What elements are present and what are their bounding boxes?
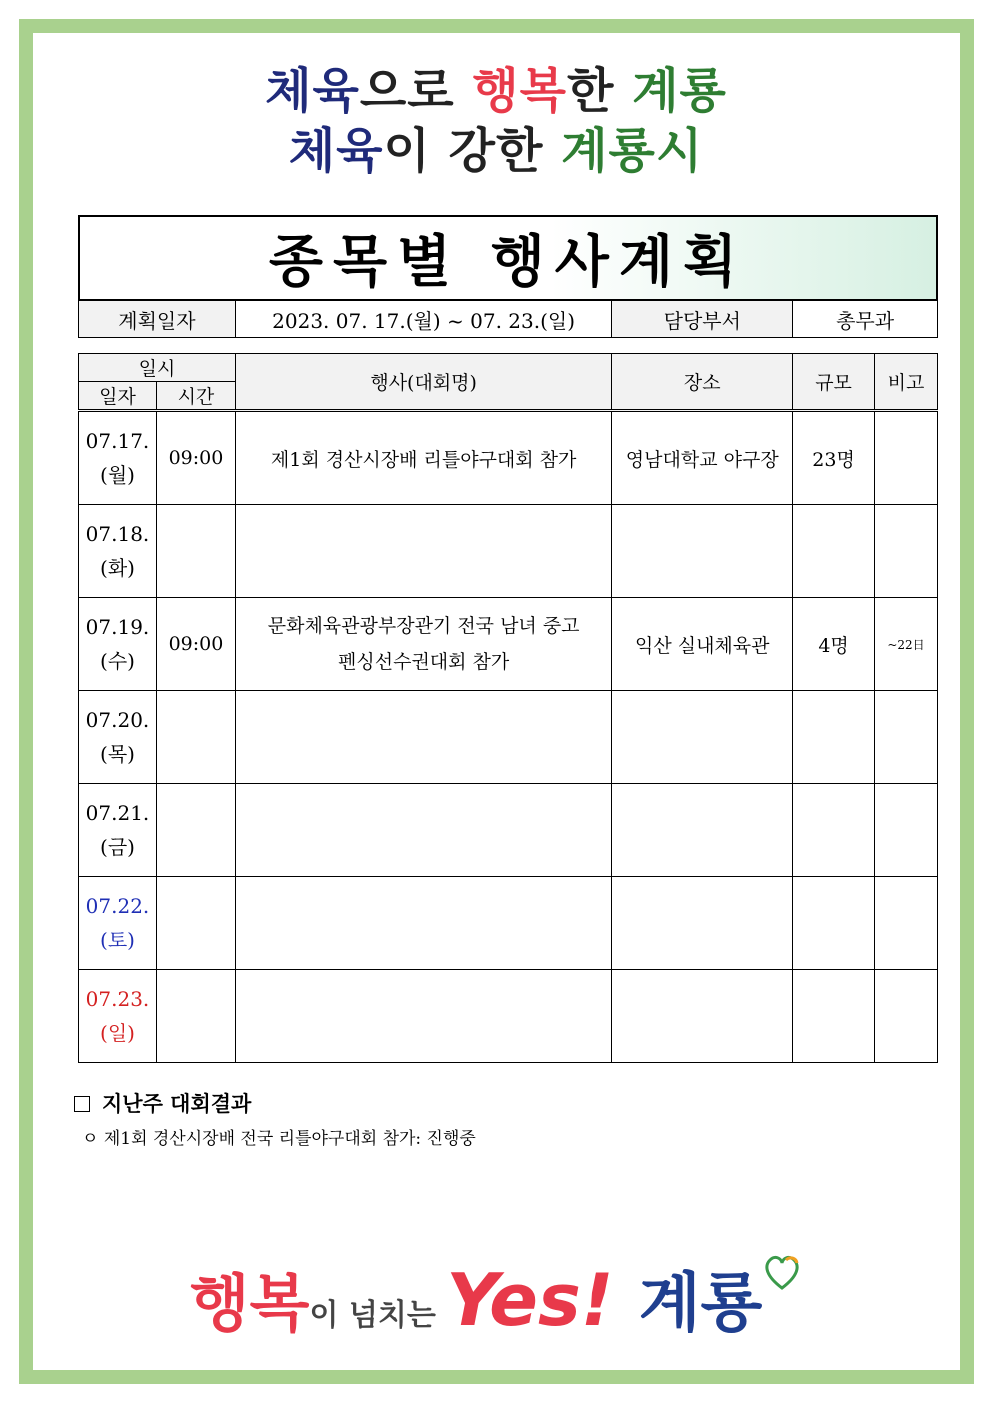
event-cell	[235, 411, 611, 505]
table-row	[79, 970, 938, 1063]
header-place: 장소	[612, 354, 793, 411]
weekday: (토)	[100, 928, 135, 952]
page-title: 종목별 행사계획	[268, 230, 748, 295]
note-cell	[875, 505, 938, 598]
last-week-item: ㅇ 제1회 경산시장배 전국 리틀야구대회 참가: 진행중	[82, 1129, 476, 1149]
footer-word: Yes!	[446, 1258, 639, 1342]
scale-cell	[793, 784, 875, 877]
note-cell	[875, 691, 938, 784]
slogan-word: 체육	[288, 123, 384, 179]
table-row	[79, 784, 938, 877]
header-time: 시간	[156, 382, 235, 411]
date-cell	[79, 411, 157, 505]
table-row	[79, 598, 938, 691]
note-cell: ~22日	[875, 598, 938, 691]
date: 07.18.	[85, 522, 150, 546]
slogan-word: 으로	[359, 63, 473, 119]
weekday: (목)	[100, 742, 135, 766]
slogan-line-2	[0, 112, 992, 181]
date-cell	[79, 877, 157, 970]
footer-word: 이 넘치는	[309, 1298, 447, 1333]
time-cell	[156, 691, 235, 784]
event-line: 제1회 경산시장배 리틀야구대회 참가	[270, 448, 577, 471]
place-cell	[612, 784, 793, 877]
table-row	[79, 877, 938, 970]
title-box	[78, 215, 938, 301]
note-cell	[875, 411, 938, 505]
time-cell: 09:00	[156, 598, 235, 691]
slogan-line-1	[0, 52, 992, 121]
slogan-word: 체육	[265, 63, 360, 119]
plan-date-label: 계획일자	[79, 301, 236, 338]
footer-word: 행복	[189, 1267, 310, 1340]
header-datetime: 일시	[79, 354, 236, 382]
event-cell	[235, 691, 611, 784]
checkbox-square-icon	[74, 1096, 90, 1112]
weekday: (월)	[100, 463, 135, 487]
weekday: (수)	[100, 649, 135, 673]
date: 07.23.	[85, 987, 150, 1011]
header-scale: 규모	[793, 354, 875, 411]
place-cell: 영남대학교 야구장	[612, 411, 793, 505]
date: 07.17.	[85, 429, 150, 453]
scale-cell	[793, 970, 875, 1063]
plan-info-table	[78, 300, 938, 338]
event-cell	[235, 505, 611, 598]
date-cell	[79, 784, 157, 877]
time-cell	[156, 877, 235, 970]
place-cell	[612, 970, 793, 1063]
last-week-heading-text: 지난주 대회결과	[102, 1092, 252, 1116]
scale-cell	[793, 877, 875, 970]
header-event: 행사(대회명)	[235, 354, 611, 411]
date: 07.19.	[85, 615, 150, 639]
note-cell	[875, 970, 938, 1063]
event-cell	[235, 970, 611, 1063]
time-cell: 09:00	[156, 411, 235, 505]
date: 07.20.	[85, 708, 150, 732]
event-line: 펜싱선수권대회 참가	[338, 651, 510, 673]
date-cell	[79, 505, 157, 598]
date-cell	[79, 970, 157, 1063]
footer-word: 계룡	[638, 1267, 763, 1341]
event-line: 문화체육관광부장관기 전국 남녀 중고	[267, 615, 580, 637]
table-row	[79, 505, 938, 598]
slogan-word: 계룡	[632, 63, 727, 119]
date-cell	[79, 691, 157, 784]
scale-cell	[793, 505, 875, 598]
last-week-heading	[74, 1088, 251, 1118]
time-cell	[156, 970, 235, 1063]
header-note: 비고	[875, 354, 938, 411]
weekday: (일)	[100, 1021, 135, 1045]
event-cell	[235, 598, 611, 691]
scale-cell: 4명	[793, 598, 875, 691]
date: 07.22.	[85, 894, 150, 918]
note-cell	[875, 877, 938, 970]
table-row	[79, 411, 938, 505]
event-cell	[235, 877, 611, 970]
slogan-word: 계룡시	[561, 123, 704, 179]
slogan-word: 한	[567, 63, 633, 119]
dept-label: 담당부서	[612, 301, 793, 338]
scale-cell: 23명	[793, 411, 875, 505]
dept-value: 총무과	[793, 301, 938, 338]
event-cell	[235, 784, 611, 877]
time-cell	[156, 784, 235, 877]
weekday: (화)	[100, 556, 135, 580]
place-cell	[612, 505, 793, 598]
footer-slogan	[0, 1252, 992, 1344]
slogan-word: 이 강한	[383, 123, 562, 179]
place-cell	[612, 691, 793, 784]
schedule-table	[78, 353, 938, 1063]
time-cell	[156, 505, 235, 598]
date: 07.21.	[85, 801, 150, 825]
place-cell	[612, 877, 793, 970]
plan-date-value: 2023. 07. 17.(월) ~ 07. 23.(일)	[235, 301, 612, 338]
note-cell	[875, 784, 938, 877]
scale-cell	[793, 691, 875, 784]
header-date: 일자	[79, 382, 157, 411]
date-cell	[79, 598, 157, 691]
heart-icon	[762, 1252, 802, 1292]
slogan-word: 행복	[472, 63, 568, 119]
place-cell: 익산 실내체육관	[612, 598, 793, 691]
weekday: (금)	[100, 835, 135, 859]
table-row	[79, 691, 938, 784]
